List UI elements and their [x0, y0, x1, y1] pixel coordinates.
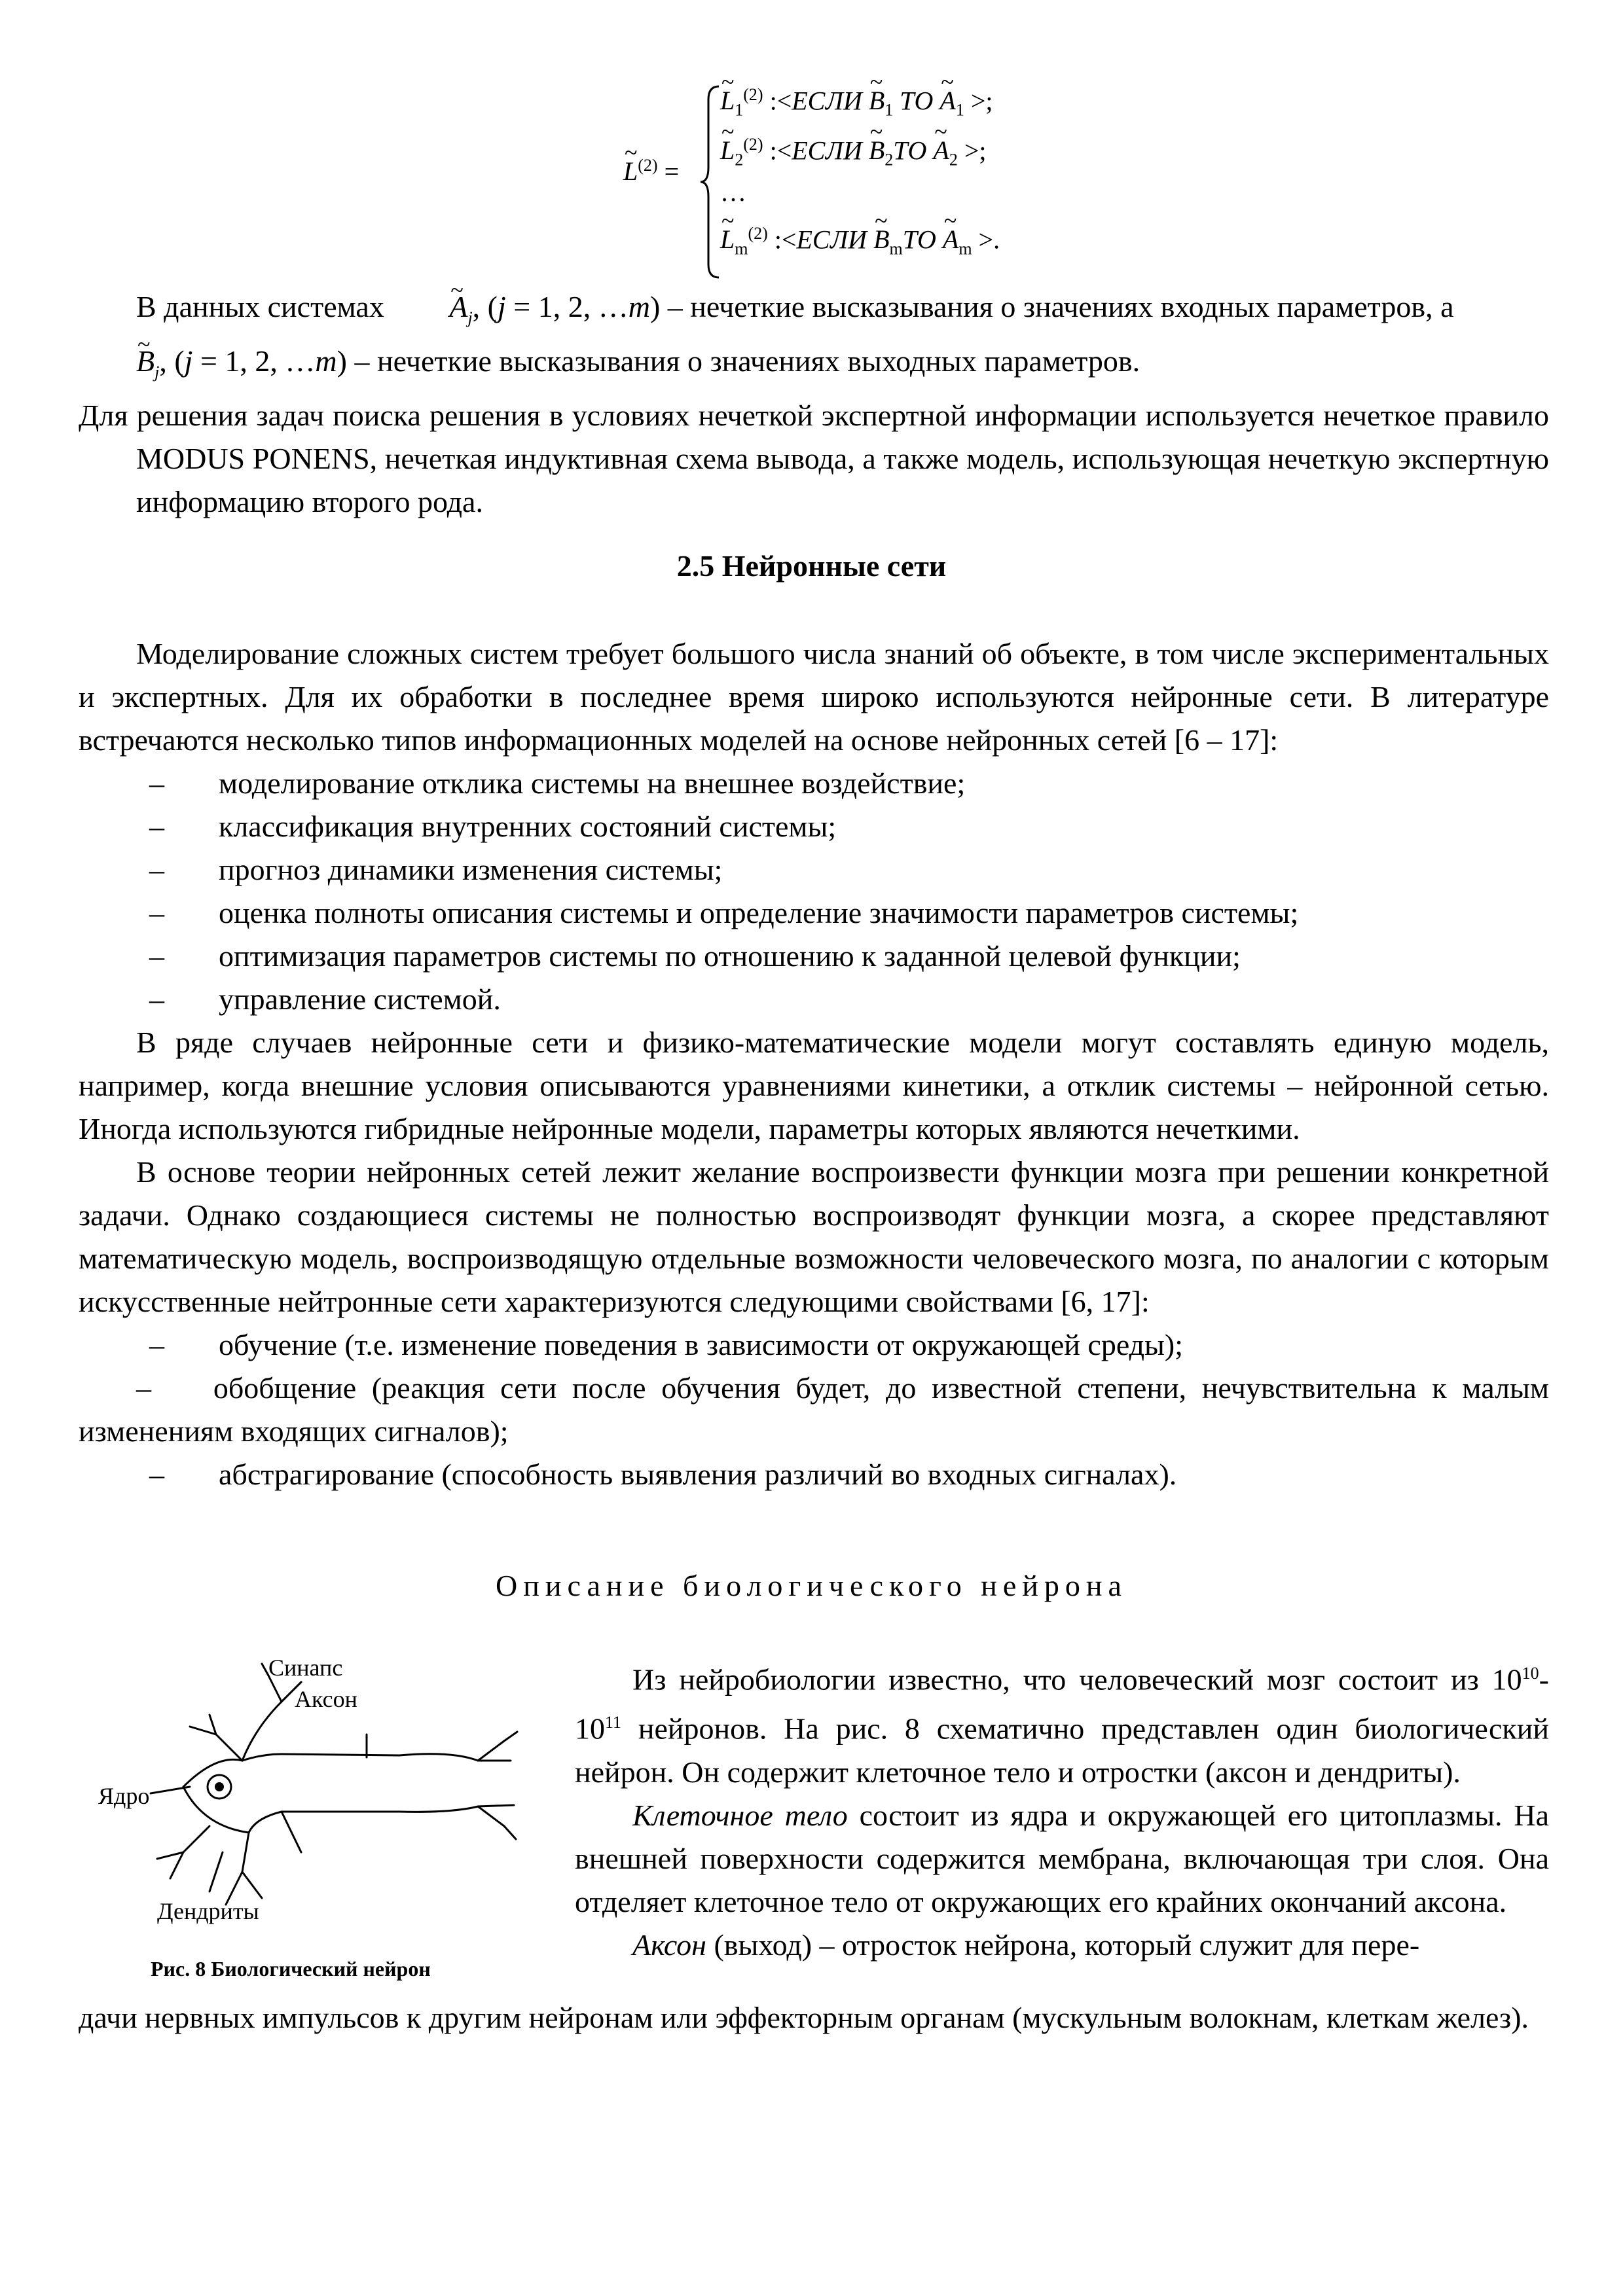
subsection-heading: Описание биологического нейрона [496, 1569, 1127, 1602]
biological-neuron-figure [85, 1656, 543, 1931]
paragraph-neurobiology: Из нейробиологии известно, что человеческий мозг состоит из $10^{10}-10^{11}$ нейронов. На рис. 8 схематично представлен один биологический нейрон. Он содержит клеточное тело и отростки (аксон и дендриты). [575, 1662, 1549, 1789]
paragraph-variables: В данных системах ~ $A_j$, (j = 1, 2, …m) – нечеткие высказывания о значениях входных параметров, а ~ $B_j$, (j = 1, 2, …m) – нечеткие высказывания о значениях выходных параметров. [79, 285, 1549, 394]
paragraph-axon-continued: дачи нервных импульсов к другим нейронам или эффекторным органам (мускульным волокнам, клеткам желез). [79, 2001, 1529, 2034]
paragraph-modeling: Моделирование сложных систем требует большого числа знаний об объекте, в том числе экспериментальных и экспертных. Для их обработки в последнее время широко используются нейронные сети. В литературе встречаются несколько типов информационных моделей на основе нейронных сетей [6 – 17]: [79, 637, 1549, 757]
list-item: – прогноз динамики изменения системы; [149, 853, 723, 886]
rule-line-ellipsis: … [720, 177, 746, 207]
list-item: – обобщение (реакция сети после обучения будет, до известной степени, нечувствительна к малым изменениям входящих сигналов); [79, 1371, 1550, 1448]
properties-list [79, 1323, 1549, 1496]
paragraph-brain: В основе теории нейронных сетей лежит желание воспроизвести функции мозга при решении конкретной задачи. Однако создающиеся системы не полностью воспроизводят функции мозга, а скорее представляют математическую модель, воспроизводящую отдельные возможности человеческого мозга, по аналогии с которым искусственные нейтронные сети характеризуются следующими свойствами [6, 17]: [79, 1155, 1549, 1318]
paragraph-hybrid: В ряде случаев нейронные сети и физико-математические модели могут составлять единую модель, например, когда внешние условия описываются уравнениями кинетики, а отклик системы – нейронной сетью. Иногда используются гибридные нейронные модели, параметры которых являются нечеткими. [79, 1026, 1549, 1145]
list-item: – классификация внутренних состояний системы; [149, 810, 837, 843]
paragraph-axon: Аксон (выход) – отросток нейрона, который служит для пере- [632, 1928, 1420, 1962]
list-item: – управление системой. [149, 982, 501, 1016]
fuzzy-rule-system-formula [615, 79, 1139, 288]
rule-line-2: ~ $L_2^{(2)}$ :<ЕСЛИ ~ $B_2ТО$ ~ $A_2$ >; [720, 135, 987, 170]
model-types-list [79, 762, 1549, 1021]
paragraph-modus-ponens: Для решения задач поиска решения в условиях нечеткой экспертной информации используется нечеткое правило MODUS PONENS, нечеткая индуктивная схема вывода, а также модель, использующая нечеткую экспертную информацию второго рода. [79, 399, 1549, 519]
label-axon: Аксон [295, 1686, 357, 1712]
list-item: – оценка полноты описания системы и определение значимости параметров системы; [149, 896, 1299, 929]
list-item: – абстрагирование (способность выявления различий во входных сигналах). [149, 1458, 1177, 1491]
main-text [79, 632, 1549, 1496]
nucleus-dot [215, 1782, 224, 1791]
label-synapse: Синапс [268, 1656, 343, 1681]
list-item: – обучение (т.е. изменение поведения в зависимости от окружающей среды); [149, 1328, 1184, 1361]
paragraph-cell-body: Клеточное тело состоит из ядра и окружающей его цитоплазмы. На внешней поверхности содержится мембрана, включающая три слоя. Она отделяет клеточное тело от окружающих его крайних окончаний аксона. [575, 1798, 1550, 1918]
intro-text [79, 285, 1549, 524]
rule-line-m: ~ $L_m^{(2)}$ :<ЕСЛИ ~ $B_mТО$ ~ $A_m$ >. [720, 224, 1000, 259]
figure-caption: Рис. 8 Биологический нейрон [151, 1957, 431, 1981]
formula-lhs: ~ $L^{(2)}$ = [623, 156, 679, 187]
list-item: – оптимизация параметров системы по отношению к заданной целевой функции; [149, 939, 1241, 973]
label-nucleus: Ядро [98, 1783, 150, 1809]
rule-line-1: ~ $L_1^{(2)}$ :<ЕСЛИ ~ $B_1$ ТО ~ $A_1$ >; [720, 85, 993, 120]
left-brace-icon [699, 84, 723, 280]
section-heading: 2.5 Нейронные сети [676, 549, 947, 583]
list-item: – моделирование отклика системы на внешнее воздействие; [149, 766, 966, 800]
neuron-description [575, 1652, 1549, 1967]
label-dendrites: Дендриты [157, 1898, 259, 1924]
